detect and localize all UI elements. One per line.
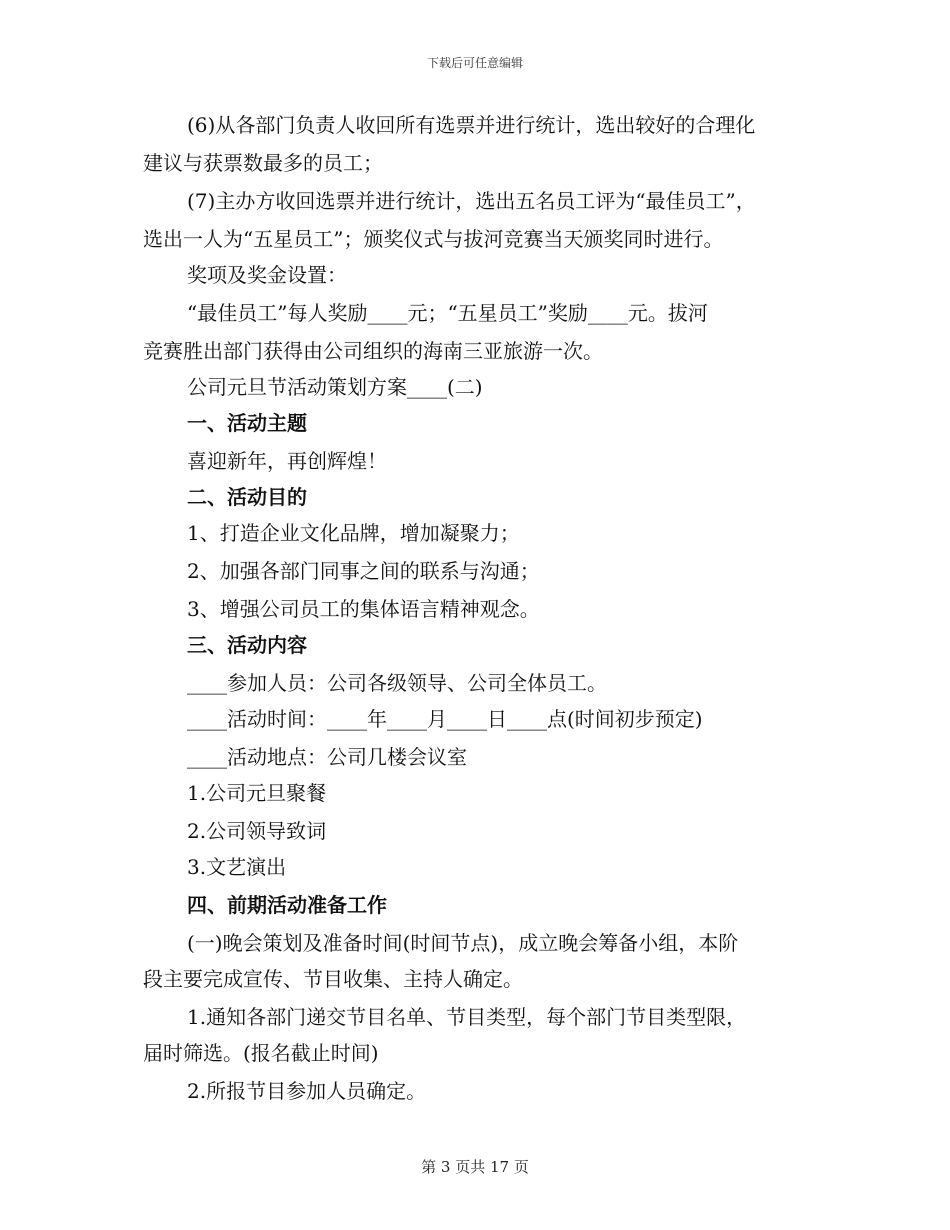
paragraph-line: (6)从各部门负责人收回所有选票并进行统计，选出较好的合理化 (187, 113, 756, 137)
paragraph-line: 建议与获票数最多的员工； (143, 151, 383, 175)
paragraph-line: 2.所报节目参加人员确定。 (187, 1079, 427, 1103)
heading-activity-purpose: 二、活动目的 (187, 485, 307, 509)
paragraph-line: (7)主办方收回选票并进行统计，选出五名员工评为“最佳员工”， (187, 189, 756, 213)
paragraph-line: 竞赛胜出部门获得由公司组织的海南三亚旅游一次。 (143, 339, 603, 363)
page-footer: 第 3 页共 17 页 (421, 1158, 529, 1176)
paragraph-line: 选出一人为“五星员工”；颁奖仪式与拔河竞赛当天颁奖同时进行。 (143, 227, 724, 251)
heading-activity-content: 三、活动内容 (187, 633, 307, 657)
list-item: 2、加强各部门同事之间的联系与沟通； (187, 559, 540, 583)
section-title: 公司元旦节活动策划方案____(二) (187, 375, 483, 399)
list-item: 3、增强公司员工的集体语言精神观念。 (187, 597, 540, 621)
paragraph-line: ____活动时间：____年____月____日____点(时间初步预定) (187, 707, 703, 731)
paragraph-line: ____活动地点：公司几楼会议室 (187, 745, 467, 769)
paragraph-line: (一)晚会策划及准备时间(时间节点)，成立晚会筹备小组，本阶 (187, 931, 739, 955)
paragraph-line: 奖项及奖金设置： (187, 263, 347, 287)
heading-preparation: 四、前期活动准备工作 (187, 893, 387, 917)
paragraph-line: ____参加人员：公司各级领导、公司全体员工。 (187, 671, 607, 695)
page-header: 下载后可任意编辑 (426, 56, 523, 70)
heading-activity-theme: 一、活动主题 (187, 411, 307, 435)
paragraph-line: “最佳员工”每人奖励____元；“五星员工”奖励____元。拔河 (187, 301, 708, 325)
list-item: 2.公司领导致词 (187, 819, 327, 843)
list-item: 3.文艺演出 (187, 855, 287, 879)
list-item: 1、打造企业文化品牌，增加凝聚力； (187, 521, 520, 545)
paragraph-line: 届时筛选。(报名截止时间) (143, 1041, 379, 1065)
list-item: 1.公司元旦聚餐 (187, 781, 327, 805)
paragraph-line: 喜迎新年，再创辉煌！ (187, 449, 387, 473)
paragraph-line: 段主要完成宣传、节目收集、主持人确定。 (143, 967, 523, 991)
paragraph-line: 1.通知各部门递交节目名单、节目类型，每个部门节目类型限， (187, 1005, 747, 1029)
